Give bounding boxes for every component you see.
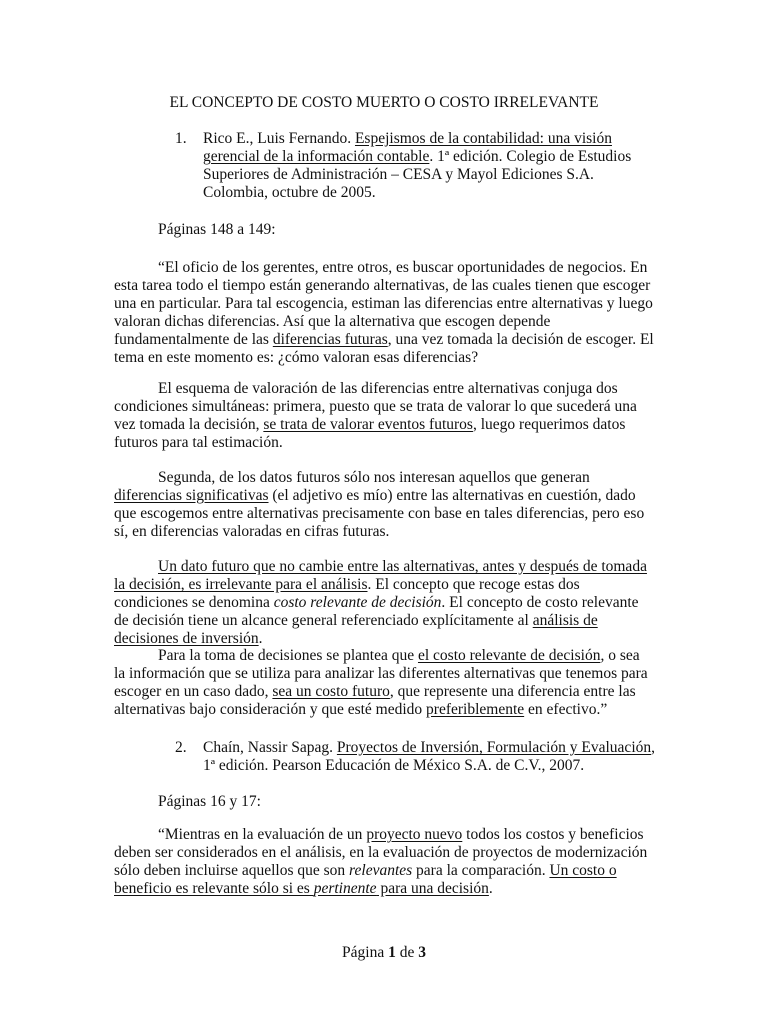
- underlined-text: Un dato futuro que no cambie entre las alternativas, antes y después de tomada la decisión, es irrelevante para el análisis: [114, 558, 647, 593]
- text-run: . El concepto de costo relevante de decisión tiene un alcance general referenciado explícitamente al: [114, 594, 639, 629]
- quote-paragraph-1: [114, 259, 654, 367]
- text-run: Segunda, de los datos futuros sólo nos interesan aquellos que generan: [158, 469, 590, 486]
- text-run: “El oficio de los gerentes, entre otros, es buscar oportunidades de negocios. En esta tarea todo el tiempo están generando alternativas, de las cuales tienen que escoger una en particular. Para tal escogencia, estiman las diferencias entre alternativas y luego valoran dichas diferencias. Así que la alternativa que escogen depende fundamentalmente de las: [114, 259, 653, 348]
- italic-text: costo relevante de decisión: [273, 594, 442, 611]
- italic-text: pertinente: [313, 880, 377, 897]
- text-run: en efectivo.”: [524, 701, 608, 718]
- underlined-text: análisis de decisiones de inversión: [114, 612, 598, 647]
- quote-paragraph-3: [114, 469, 654, 541]
- text-run: para una decisión: [376, 880, 489, 897]
- underlined-text: se trata de valorar eventos futuros: [263, 416, 473, 433]
- reference-work-title: Proyectos de Inversión, Formulación y Evaluación: [336, 739, 652, 756]
- page-footer: [0, 944, 768, 962]
- pages-label-2: Páginas 16 y 17:: [158, 793, 261, 810]
- text-run: .: [488, 880, 493, 897]
- quote-paragraph-4: [114, 558, 654, 648]
- reference-author: Chaín, Nassir Sapag.: [203, 739, 337, 756]
- total-pages-number: 3: [418, 944, 426, 961]
- text-run: , que represente una diferencia entre las alternativas bajo consideración y que esté medido: [114, 683, 636, 718]
- quote-paragraph-5: [114, 647, 654, 719]
- reference-1: [175, 130, 645, 202]
- reference-work-title: Espejismos de la contabilidad: una visión gerencial de la información contable: [203, 130, 612, 165]
- reference-body: [203, 739, 655, 775]
- reference-number: 2.: [175, 739, 187, 756]
- text-run: Para la toma de decisiones se plantea que: [158, 647, 418, 664]
- text-run: “Mientras en la evaluación de un: [158, 826, 367, 843]
- footer-prefix: Página: [342, 944, 389, 961]
- underlined-text: preferiblemente: [426, 701, 525, 718]
- text-run: Un costo o beneficio es relevante sólo si es: [114, 862, 617, 897]
- reference-details: . 1ª edición. Colegio de Estudios Superiores de Administración – CESA y Mayol Ediciones S.A. Colombia, octubre de 2005.: [203, 148, 632, 201]
- underlined-text: proyecto nuevo: [366, 826, 463, 843]
- pages-label-1: Páginas 148 a 149:: [158, 221, 276, 238]
- text-run: todos los costos y beneficios deben ser considerados en el análisis, en la evaluación de proyectos de modernización sólo deben incluirse aquellos que son: [114, 826, 648, 879]
- text-run: , luego requerimos datos futuros para tal estimación.: [114, 416, 626, 451]
- text-run: , una vez tomada la decisión de escoger. El tema en este momento es: ¿cómo valoran esas diferencias?: [114, 331, 654, 366]
- text-run: . El concepto que recoge estas dos condiciones se denomina: [114, 576, 580, 611]
- underlined-text: diferencias significativas: [114, 487, 269, 504]
- text-run: para la comparación.: [412, 862, 550, 879]
- reference-number: 1.: [175, 130, 187, 147]
- underlined-text: sea un costo futuro: [272, 683, 390, 700]
- reference-details: , 1ª edición. Pearson Educación de México S.A. de C.V., 2007.: [203, 739, 655, 774]
- document-title: EL CONCEPTO DE COSTO MUERTO O COSTO IRRELEVANTE: [169, 94, 599, 111]
- reference-body: [203, 130, 645, 202]
- footer-middle: de: [395, 944, 419, 961]
- italic-text: relevantes: [349, 862, 413, 879]
- underlined-text: el costo relevante de decisión: [417, 647, 601, 664]
- text-run: .: [258, 630, 263, 647]
- underlined-text: diferencias futuras: [272, 331, 388, 348]
- text-run: (el adjetivo es mío) entre las alternativas en cuestión, dado que escogemos entre alternativas precisamente con base en tales diferencias, pero eso sí, en diferencias valoradas en cifras futuras.: [114, 487, 645, 540]
- text-run: , o sea la información que se utiliza para analizar las diferentes alternativas que tenemos para escoger en un caso dado,: [114, 647, 648, 700]
- text-run: El esquema de valoración de las diferencias entre alternativas conjuga dos condiciones simultáneas: primera, puesto que se trata de valorar lo que sucederá una vez tomada la decisión,: [114, 380, 637, 433]
- current-page-number: 1: [388, 944, 396, 961]
- quote-paragraph-2: [114, 380, 654, 452]
- reference-2: [175, 739, 655, 775]
- reference-author: Rico E., Luis Fernando.: [203, 130, 355, 147]
- quote-paragraph-6: [114, 826, 654, 898]
